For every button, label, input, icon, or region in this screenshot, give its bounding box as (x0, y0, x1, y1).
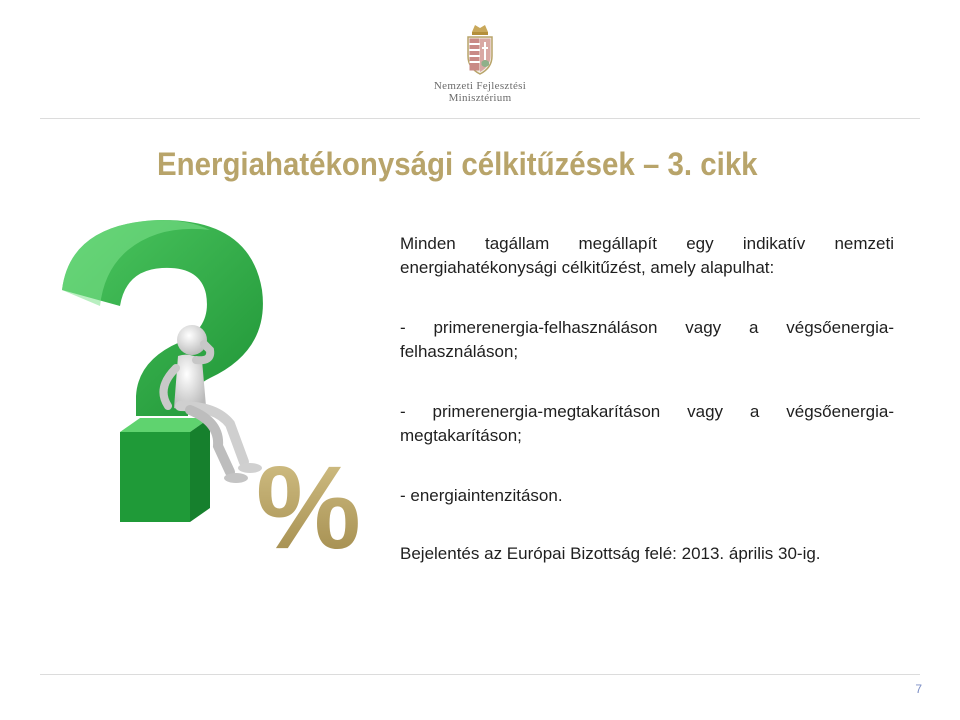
question-mark-thinking-figure-icon (40, 210, 380, 570)
intro-paragraph: Minden tagállam megállapít egy indikatív nemzeti energiahatékonysági célkitűzést, amely alapulhat: (400, 234, 894, 277)
bullet-energy-intensity: - energiaintenzitáson. (400, 486, 563, 505)
logo-text-line2: Minisztérium (448, 92, 512, 104)
header-divider (40, 118, 920, 119)
ministry-logo (420, 22, 540, 104)
deadline-notice: Bejelentés az Európai Bizottság felé: 2013. április 30-ig. (400, 544, 821, 563)
logo-text-line1: Nemzeti Fejlesztési (433, 80, 527, 92)
percent-sign: % (256, 442, 361, 570)
slide-title: Energiahatékonysági célkitűzések – 3. cikk (157, 146, 758, 182)
hungarian-coat-of-arms-icon (463, 22, 497, 76)
footer-divider (40, 674, 920, 675)
page-number: 7 (915, 682, 922, 696)
bullet-primary-consumption: - primerenergia-felhasználáson vagy a végsőenergia-felhasználáson; (400, 318, 894, 361)
content-body (400, 232, 894, 566)
bullet-primary-savings: - primerenergia-megtakarításon vagy a végsőenergia-megtakarításon; (400, 402, 894, 445)
